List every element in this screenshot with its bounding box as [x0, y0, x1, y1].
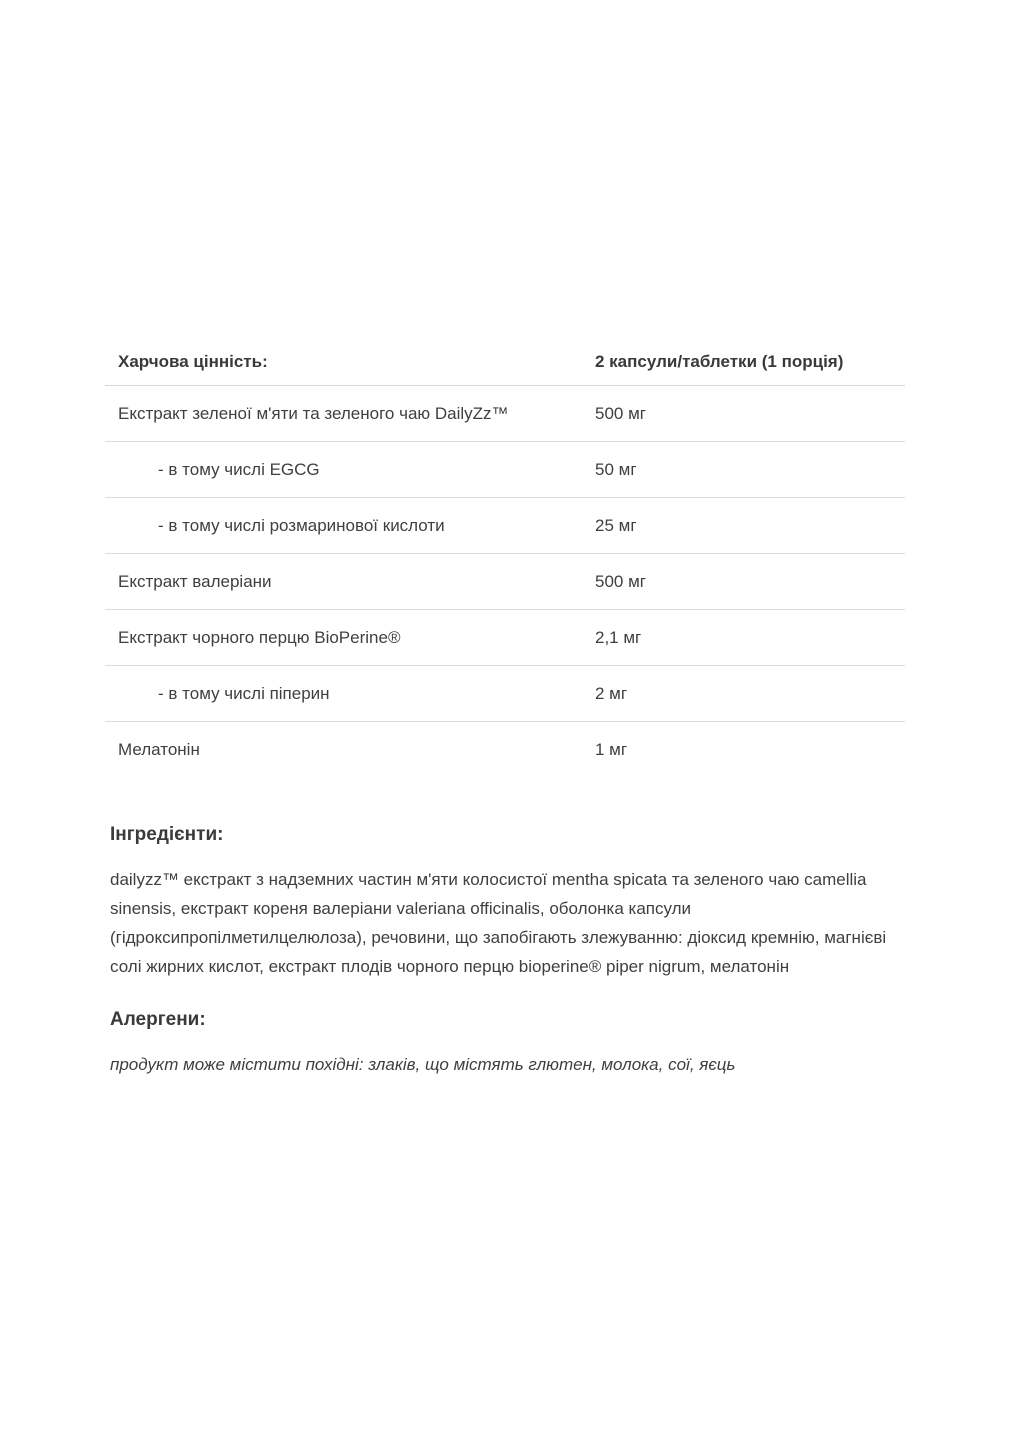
- nutrition-header-label: Харчова цінність:: [118, 351, 268, 371]
- row-value: 25 мг: [595, 515, 637, 535]
- allergens-section: [105, 1009, 905, 1079]
- row-label: - в тому числі розмаринової кислоти: [158, 515, 445, 535]
- table-row: [105, 610, 905, 666]
- row-label: Екстракт чорного перцю BioPerine®: [118, 627, 401, 647]
- row-value: 50 мг: [595, 459, 637, 479]
- row-label: - в тому числі EGCG: [158, 459, 320, 479]
- nutrition-table: [105, 338, 905, 777]
- allergens-text: продукт може містити похідні: злаків, що містять глютен, молока, сої, яєць: [110, 1055, 736, 1074]
- table-row: [105, 386, 905, 442]
- row-value: 500 мг: [595, 571, 646, 591]
- row-value: 500 мг: [595, 403, 646, 423]
- table-row: [105, 498, 905, 554]
- row-label: - в тому числі піперин: [158, 683, 330, 703]
- ingredients-section: [105, 824, 905, 981]
- table-row: [105, 722, 905, 777]
- nutrition-table-header: [105, 338, 905, 386]
- nutrition-header-serving: 2 капсули/таблетки (1 порція): [595, 351, 844, 371]
- product-info-section: [105, 0, 905, 1079]
- row-label: Екстракт валеріани: [118, 571, 272, 591]
- table-row: [105, 554, 905, 610]
- row-label: Мелатонін: [118, 739, 200, 759]
- ingredients-text: dailyzz™ екстракт з надземних частин м'яти колосистої mentha spicata та зеленого чаю camellia sinensis, екстракт кореня валеріани valeriana officinalis, оболонка капсули (гідроксипропілметилцелюлоза), речовини, що запобігають злежуванню: діоксид кремнію, магнієві солі жирних кислот, екстракт плодів чорного перцю bioperine® piper nigrum, мелатонін: [110, 870, 887, 976]
- row-label: Екстракт зеленої м'яти та зеленого чаю DailyZz™: [118, 403, 509, 423]
- row-value: 2 мг: [595, 683, 628, 703]
- row-value: 2,1 мг: [595, 627, 642, 647]
- row-value: 1 мг: [595, 739, 628, 759]
- allergens-heading: Алергени:: [110, 1009, 206, 1030]
- ingredients-heading: Інгредієнти:: [110, 824, 224, 845]
- table-row: [105, 666, 905, 722]
- table-row: [105, 442, 905, 498]
